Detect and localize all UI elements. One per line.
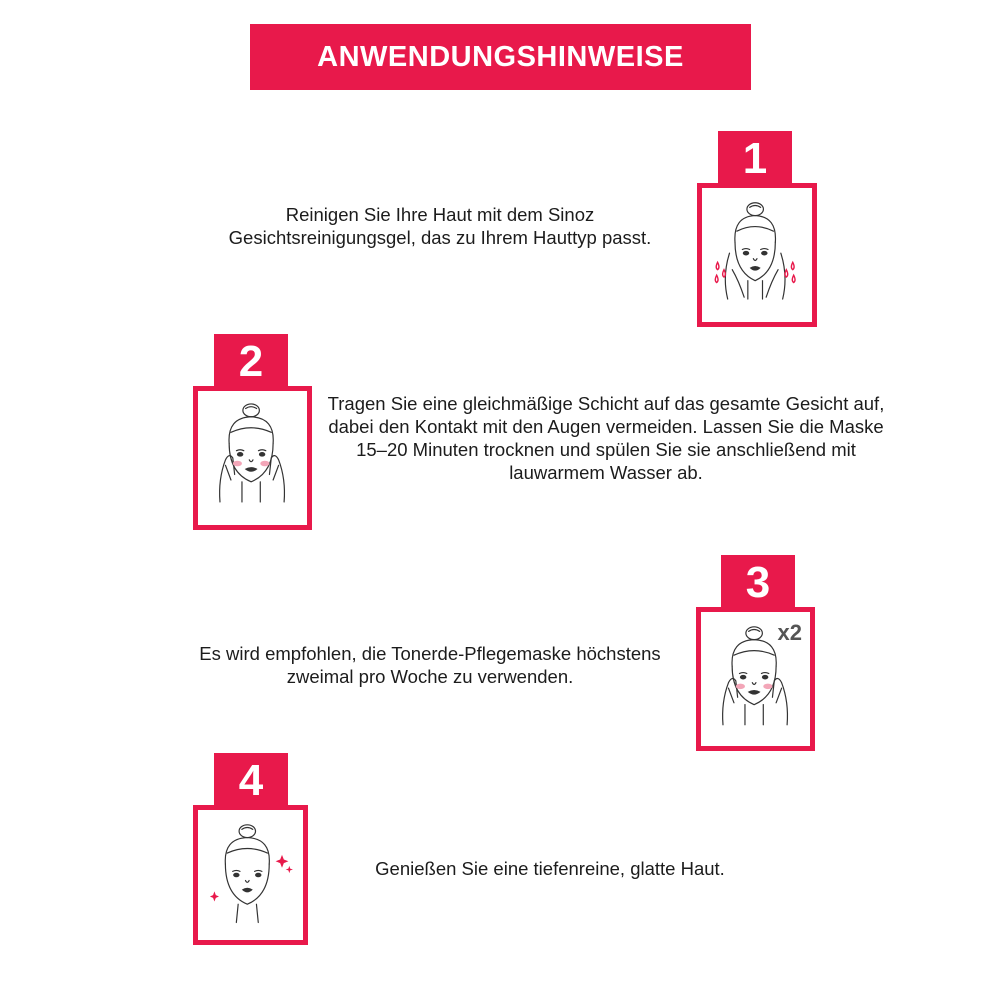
face-washing-icon	[702, 188, 812, 322]
step-2-text: Tragen Sie eine gleichmäßige Schicht auf das gesamte Gesicht auf, dabei den Kontakt mit den Augen vermeiden. Lassen Sie die Maske 15–20 Minuten trocknen und spülen Sie sie anschließend mit lauwarmem Wasser ab.	[327, 393, 885, 483]
title-banner	[250, 24, 751, 90]
step-4-number: 4	[214, 753, 288, 809]
step-4-text: Genießen Sie eine tiefenreine, glatte Haut.	[375, 858, 725, 879]
step-3-number: 3	[721, 555, 795, 611]
step-2-illustration-frame	[193, 386, 312, 530]
step-1-text: Reinigen Sie Ihre Haut mit dem Sinoz Gesichtsreinigungsgel, das zu Ihrem Hauttyp passt.	[228, 204, 652, 248]
step-2-number: 2	[214, 334, 288, 390]
step-1-illustration-frame	[697, 183, 817, 327]
step-1-number: 1	[718, 131, 792, 187]
page-title: ANWENDUNGSHINWEISE	[317, 40, 684, 73]
face-glowing-skin-icon	[198, 810, 303, 940]
step-3-illustration-frame	[696, 607, 815, 751]
repeat-badge: x2	[777, 620, 802, 645]
face-applying-mask-icon	[198, 391, 307, 525]
step-3-text: Es wird empfohlen, die Tonerde-Pflegemaske höchstens zweimal pro Woche zu verwenden.	[199, 643, 661, 687]
step-4-illustration-frame	[193, 805, 308, 945]
